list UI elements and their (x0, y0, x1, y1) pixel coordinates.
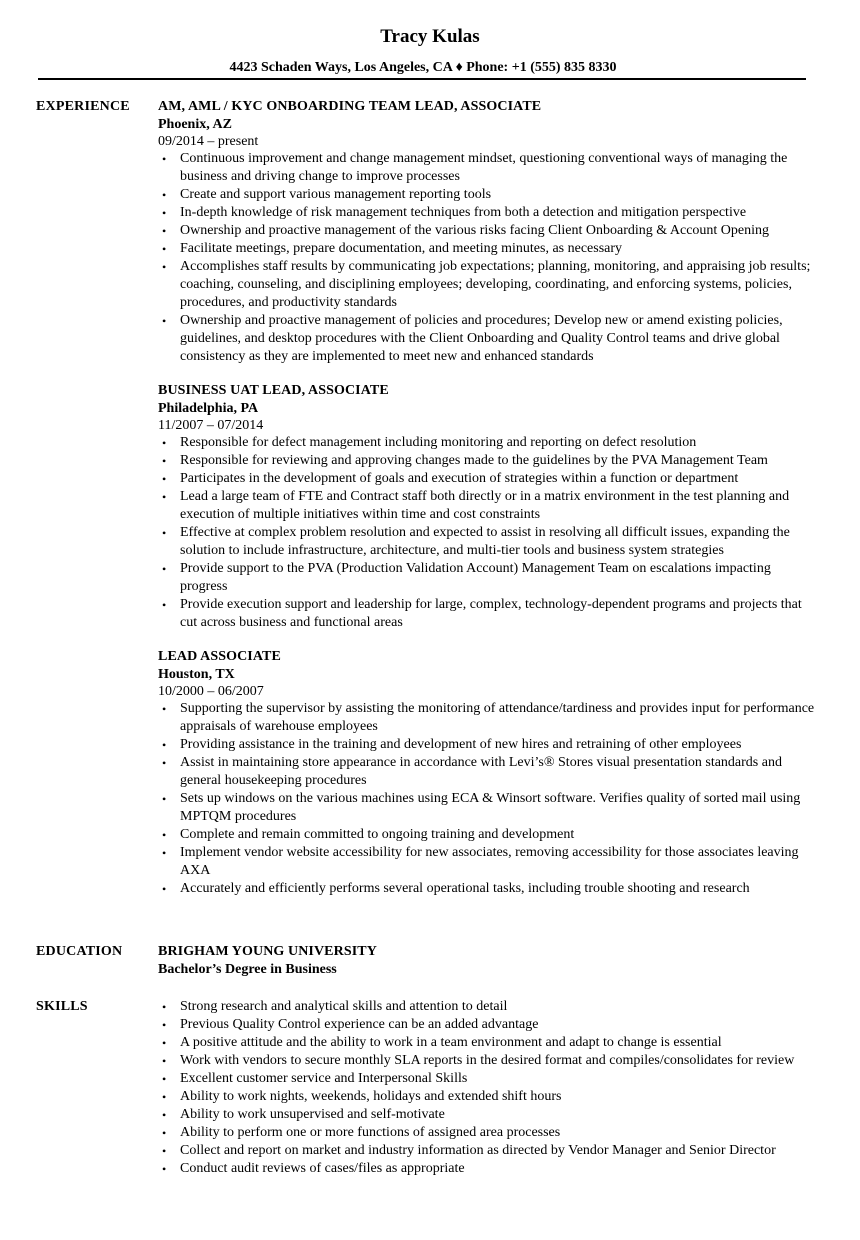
bullet-item: • Responsible for reviewing and approving changes made to the guidelines by the PVA Management Team (162, 453, 768, 468)
bullet-icon: • (162, 188, 167, 202)
bullet-item: • Lead a large team of FTE and Contract staff both directly or in a matrix environment in the test planning and execution of multiple initiatives within time and cost constraints (162, 489, 790, 522)
job-title: AM, AML / KYC ONBOARDING TEAM LEAD, ASSOCIATE (158, 99, 542, 114)
job-dates: 10/2000 – 06/2007 (158, 684, 264, 699)
degree: Bachelor’s Degree in Business (158, 962, 337, 977)
job-entry (158, 98, 818, 366)
bullet-icon: • (162, 436, 167, 450)
header-divider (38, 78, 806, 80)
education-heading: EDUCATION (36, 944, 123, 959)
job-bullets (158, 150, 818, 366)
bullet-icon: • (162, 472, 167, 486)
bullet-icon: • (162, 526, 167, 540)
bullet-icon: • (162, 224, 167, 238)
bullet-icon: • (162, 756, 167, 770)
skill-item: • Previous Quality Control experience can be an added advantage (162, 1017, 539, 1032)
bullet-item: • Provide support to the PVA (Production Validation Account) Management Team on escalations impacting progress (162, 561, 771, 594)
bullet-icon: • (162, 1072, 167, 1086)
bullet-item: • Ownership and proactive management of policies and procedures; Develop new or amend existing policies, guidelines, and desktop procedures with the Client Onboarding and Quality Control teams and drive global consistency as they are implemented to meet new and enhanced standards (162, 313, 783, 364)
skill-item: • Collect and report on market and industry information as directed by Vendor Manager and Senior Director (162, 1143, 776, 1158)
bullet-icon: • (162, 1054, 167, 1068)
bullet-icon: • (162, 152, 167, 166)
bullet-item: • Accomplishes staff results by communicating job expectations; planning, monitoring, and appraising job results; coaching, counseling, and disciplining employees; developing, coordinating, and enforcing systems, policies, procedures, and productivity standards (162, 259, 811, 310)
job-dates: 09/2014 – present (158, 134, 259, 149)
bullet-icon: • (162, 206, 167, 220)
bullet-icon: • (162, 1090, 167, 1104)
bullet-icon: • (162, 1108, 167, 1122)
bullet-icon: • (162, 1126, 167, 1140)
bullet-item: • Accurately and efficiently performs several operational tasks, including trouble shooting and research (162, 881, 750, 896)
bullet-icon: • (162, 846, 167, 860)
bullet-icon: • (162, 1000, 167, 1014)
experience-heading: EXPERIENCE (36, 99, 130, 114)
bullet-icon: • (162, 792, 167, 806)
bullet-item: • Effective at complex problem resolution and expected to assist in resolving all difficult issues, expanding the solution to include infrastructure, architecture, and multi-tier tools and business system strategies (162, 525, 790, 558)
school-name: BRIGHAM YOUNG UNIVERSITY (158, 944, 377, 959)
bullet-item: • Continuous improvement and change management mindset, questioning conventional ways of managing the business and driving change to improve processes (162, 151, 788, 184)
skills-body (158, 998, 818, 1178)
skill-item: • Ability to perform one or more functions of assigned area processes (162, 1125, 561, 1140)
job-title: LEAD ASSOCIATE (158, 649, 281, 664)
bullet-item: • Sets up windows on the various machines using ECA & Winsort software. Verifies quality of sorted mail using MPTQM procedures (162, 791, 801, 824)
bullet-icon: • (162, 454, 167, 468)
skills-heading: SKILLS (36, 999, 88, 1014)
education-body (158, 943, 818, 979)
bullet-item: • Assist in maintaining store appearance in accordance with Levi’s® Stores visual presentation standards and general housekeeping procedures (162, 755, 782, 788)
skill-item: • Work with vendors to secure monthly SLA reports in the desired format and compiles/consolidates for review (162, 1053, 795, 1068)
contact-line: 4423 Schaden Ways, Los Angeles, CA ♦ Phone: +1 (555) 835 8330 (229, 60, 617, 75)
job-bullets (158, 434, 818, 632)
bullet-icon: • (162, 738, 167, 752)
job-bullets (158, 700, 818, 898)
bullet-item: • Provide execution support and leadership for large, complex, technology-dependent programs and projects that cut across business and functional areas (162, 597, 802, 630)
skill-item: • Strong research and analytical skills and attention to detail (162, 999, 508, 1014)
bullet-item: • Ownership and proactive management of the various risks facing Client Onboarding & Account Opening (162, 223, 770, 238)
job-location: Philadelphia, PA (158, 401, 259, 416)
candidate-name: Tracy Kulas (380, 26, 480, 47)
bullet-icon: • (162, 598, 167, 612)
bullet-item: • Complete and remain committed to ongoing training and development (162, 827, 575, 842)
bullet-icon: • (162, 1036, 167, 1050)
job-location: Houston, TX (158, 667, 235, 682)
bullet-icon: • (162, 702, 167, 716)
job-title: BUSINESS UAT LEAD, ASSOCIATE (158, 383, 389, 398)
bullet-item: • Supporting the supervisor by assisting the monitoring of attendance/tardiness and provides input for performance appraisals of warehouse employees (162, 701, 815, 734)
bullet-icon: • (162, 1018, 167, 1032)
bullet-icon: • (162, 828, 167, 842)
bullet-icon: • (162, 882, 167, 896)
bullet-icon: • (162, 1144, 167, 1158)
experience-body (158, 98, 818, 914)
bullet-icon: • (162, 562, 167, 576)
job-entry (158, 382, 818, 632)
skill-item: • Excellent customer service and Interpersonal Skills (162, 1071, 468, 1086)
bullet-item: • Implement vendor website accessibility for new associates, removing accessibility for those associates leaving AXA (162, 845, 799, 878)
skill-item: • A positive attitude and the ability to work in a team environment and adapt to change is essential (162, 1035, 722, 1050)
bullet-item: • Providing assistance in the training and development of new hires and retraining of other employees (162, 737, 742, 752)
bullet-icon: • (162, 314, 167, 328)
skill-item: • Conduct audit reviews of cases/files as appropriate (162, 1161, 465, 1176)
bullet-icon: • (162, 242, 167, 256)
job-location: Phoenix, AZ (158, 117, 232, 132)
bullet-item: • Facilitate meetings, prepare documentation, and meeting minutes, as necessary (162, 241, 623, 256)
job-dates: 11/2007 – 07/2014 (158, 418, 264, 433)
bullet-item: • Participates in the development of goals and execution of strategies within a function or department (162, 471, 739, 486)
skill-item: • Ability to work nights, weekends, holidays and extended shift hours (162, 1089, 562, 1104)
job-entry (158, 648, 818, 898)
bullet-icon: • (162, 490, 167, 504)
bullet-item: • Create and support various management reporting tools (162, 187, 492, 202)
bullet-item: • In-depth knowledge of risk management techniques from both a detection and mitigation perspective (162, 205, 747, 220)
skill-item: • Ability to work unsupervised and self-motivate (162, 1107, 445, 1122)
skills-list (158, 998, 818, 1178)
bullet-icon: • (162, 260, 167, 274)
bullet-icon: • (162, 1162, 167, 1176)
bullet-item: • Responsible for defect management including monitoring and reporting on defect resolution (162, 435, 697, 450)
